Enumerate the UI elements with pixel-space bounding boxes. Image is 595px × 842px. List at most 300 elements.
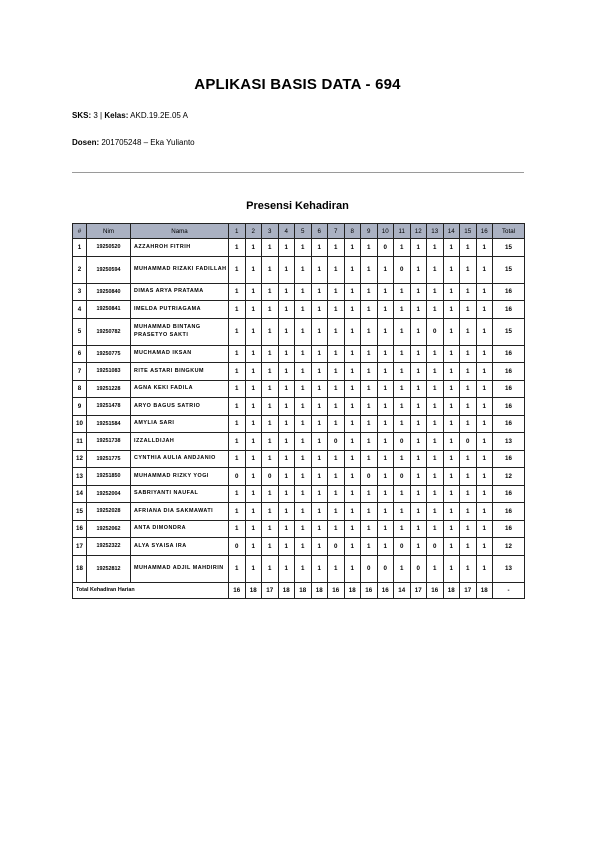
attendance-cell: 1 [410,345,427,363]
attendance-cell: 1 [361,450,378,468]
table-row [73,398,525,416]
attendance-cell: 1 [262,415,279,433]
attendance-cell: 1 [311,520,328,538]
meta-separator: | [100,111,103,120]
column-header: 13 [427,224,444,239]
student-name: IZZALLDIJAH [131,433,229,451]
daily-total-cell: 16 [328,582,345,598]
attendance-cell: 1 [377,538,394,556]
column-header: 1 [229,224,246,239]
attendance-cell: 1 [361,345,378,363]
attendance-cell: 1 [245,415,262,433]
attendance-cell: 1 [443,538,460,556]
attendance-cell: 1 [361,239,378,257]
attendance-cell: 1 [344,283,361,301]
attendance-cell: 1 [328,256,345,283]
attendance-cell: 1 [262,485,279,503]
row-total: 16 [493,363,525,381]
student-name: AGNA KEKI FADILA [131,380,229,398]
attendance-cell: 1 [229,415,246,433]
attendance-cell: 1 [427,555,444,582]
attendance-cell: 1 [328,318,345,345]
daily-total-cell: 16 [377,582,394,598]
attendance-cell: 0 [377,555,394,582]
row-number: 17 [73,538,87,556]
attendance-cell: 1 [410,256,427,283]
attendance-cell: 1 [278,415,295,433]
row-total: 16 [493,485,525,503]
table-row [73,555,525,582]
attendance-cell: 1 [377,363,394,381]
attendance-cell: 1 [278,520,295,538]
attendance-cell: 1 [229,363,246,381]
attendance-cell: 1 [394,555,411,582]
attendance-cell: 1 [410,380,427,398]
attendance-cell: 1 [476,450,493,468]
attendance-cell: 1 [443,283,460,301]
row-number: 14 [73,485,87,503]
attendance-cell: 0 [410,555,427,582]
attendance-cell: 1 [410,450,427,468]
table-row [73,363,525,381]
attendance-cell: 1 [443,503,460,521]
attendance-cell: 1 [262,318,279,345]
attendance-cell: 1 [245,345,262,363]
attendance-cell: 1 [245,301,262,319]
attendance-cell: 1 [460,283,477,301]
attendance-cell: 1 [443,415,460,433]
attendance-cell: 0 [394,468,411,486]
attendance-cell: 0 [229,468,246,486]
attendance-cell: 1 [344,468,361,486]
student-name: IMELDA PUTRIAGAMA [131,301,229,319]
table-row [73,256,525,283]
table-row [73,380,525,398]
attendance-table [72,223,525,599]
attendance-cell: 1 [427,345,444,363]
attendance-cell: 1 [229,485,246,503]
student-nim: 19251738 [87,433,131,451]
attendance-cell: 1 [344,380,361,398]
attendance-cell: 1 [311,283,328,301]
attendance-cell: 1 [295,239,312,257]
attendance-cell: 1 [262,380,279,398]
attendance-cell: 1 [295,398,312,416]
kelas-label: Kelas: [104,111,129,120]
student-nim: 19251584 [87,415,131,433]
attendance-cell: 1 [229,433,246,451]
attendance-cell: 1 [245,450,262,468]
table-row [73,520,525,538]
attendance-cell: 1 [476,239,493,257]
attendance-cell: 1 [427,450,444,468]
attendance-cell: 1 [262,283,279,301]
student-name: AZZAHROH FITRIH [131,239,229,257]
attendance-cell: 1 [476,256,493,283]
student-name: SABRIYANTI NAUFAL [131,485,229,503]
attendance-cell: 1 [328,363,345,381]
student-name: CYNTHIA AULIA ANDJANIO [131,450,229,468]
student-name: ARYO BAGUS SATRIO [131,398,229,416]
attendance-cell: 1 [460,520,477,538]
divider [72,172,524,173]
attendance-cell: 0 [460,433,477,451]
student-nim: 19252812 [87,555,131,582]
attendance-cell: 1 [377,468,394,486]
student-nim: 19251850 [87,468,131,486]
attendance-cell: 1 [427,283,444,301]
attendance-cell: 1 [476,345,493,363]
table-row [73,345,525,363]
attendance-cell: 1 [427,468,444,486]
attendance-cell: 1 [311,485,328,503]
attendance-cell: 1 [394,318,411,345]
attendance-cell: 1 [328,301,345,319]
attendance-cell: 1 [443,485,460,503]
page-title: APLIKASI BASIS DATA - 694 [194,76,401,93]
attendance-cell: 1 [460,450,477,468]
student-nim: 19250782 [87,318,131,345]
attendance-cell: 1 [410,398,427,416]
attendance-cell: 1 [344,520,361,538]
attendance-cell: 1 [344,538,361,556]
student-nim: 19250520 [87,239,131,257]
attendance-cell: 1 [278,538,295,556]
student-name: MUCHAMAD IKSAN [131,345,229,363]
student-name: MUHAMMAD ADJIL MAHDIRIN [131,555,229,582]
table-header-row [73,224,525,239]
student-nim: 19250840 [87,283,131,301]
row-number: 4 [73,301,87,319]
attendance-cell: 1 [262,520,279,538]
attendance-cell: 1 [443,398,460,416]
attendance-cell: 1 [476,318,493,345]
attendance-cell: 1 [460,468,477,486]
row-number: 8 [73,380,87,398]
attendance-cell: 1 [295,520,312,538]
row-total: 16 [493,503,525,521]
table-row [73,239,525,257]
column-header: 15 [460,224,477,239]
attendance-cell: 1 [476,555,493,582]
attendance-cell: 1 [311,503,328,521]
row-number: 1 [73,239,87,257]
attendance-cell: 1 [344,450,361,468]
daily-total-label: Total Kehadiran Harian [73,582,229,598]
attendance-cell: 1 [394,380,411,398]
attendance-cell: 1 [245,283,262,301]
attendance-cell: 1 [460,538,477,556]
attendance-cell: 1 [328,450,345,468]
attendance-cell: 1 [328,468,345,486]
column-header: 8 [344,224,361,239]
attendance-cell: 0 [427,538,444,556]
attendance-cell: 1 [278,256,295,283]
attendance-cell: 1 [443,363,460,381]
student-name: DIMAS ARYA PRATAMA [131,283,229,301]
daily-total-cell: 18 [344,582,361,598]
attendance-cell: 1 [278,485,295,503]
attendance-cell: 1 [295,363,312,381]
attendance-cell: 1 [229,318,246,345]
column-header: # [73,224,87,239]
attendance-cell: 1 [295,380,312,398]
row-total: 16 [493,398,525,416]
attendance-cell: 1 [377,380,394,398]
row-number: 7 [73,363,87,381]
attendance-cell: 1 [278,433,295,451]
column-header: 9 [361,224,378,239]
row-total: 15 [493,256,525,283]
attendance-cell: 1 [361,380,378,398]
attendance-cell: 1 [361,433,378,451]
attendance-cell: 1 [377,450,394,468]
attendance-cell: 1 [460,345,477,363]
student-name: ANTA DIMONDRA [131,520,229,538]
student-name: RITE ASTARI BINGKUM [131,363,229,381]
attendance-cell: 1 [361,301,378,319]
attendance-cell: 1 [311,345,328,363]
attendance-cell: 1 [311,433,328,451]
attendance-cell: 1 [476,503,493,521]
column-header: 12 [410,224,427,239]
attendance-cell: 1 [245,503,262,521]
attendance-cell: 1 [443,239,460,257]
row-number: 6 [73,345,87,363]
attendance-cell: 1 [262,450,279,468]
attendance-cell: 1 [410,520,427,538]
attendance-cell: 1 [460,503,477,521]
attendance-cell: 1 [427,503,444,521]
attendance-cell: 1 [476,520,493,538]
student-nim: 19252322 [87,538,131,556]
column-header: Nim [87,224,131,239]
attendance-cell: 1 [262,239,279,257]
attendance-cell: 1 [295,450,312,468]
student-nim: 19251478 [87,398,131,416]
column-header: 2 [245,224,262,239]
attendance-cell: 1 [394,520,411,538]
row-total: 15 [493,318,525,345]
attendance-cell: 1 [344,503,361,521]
student-nim: 19252028 [87,503,131,521]
attendance-cell: 1 [245,468,262,486]
table-row [73,433,525,451]
column-header: 14 [443,224,460,239]
attendance-cell: 1 [229,555,246,582]
column-header: 11 [394,224,411,239]
attendance-cell: 1 [427,433,444,451]
attendance-cell: 1 [410,415,427,433]
attendance-cell: 1 [344,301,361,319]
attendance-cell: 1 [229,380,246,398]
attendance-cell: 1 [245,363,262,381]
attendance-cell: 1 [278,239,295,257]
attendance-cell: 0 [262,468,279,486]
section-title: Presensi Kehadiran [246,200,349,212]
column-header: Nama [131,224,229,239]
attendance-cell: 1 [229,345,246,363]
attendance-cell: 1 [361,318,378,345]
attendance-cell: 1 [278,380,295,398]
attendance-cell: 1 [229,450,246,468]
attendance-cell: 0 [394,538,411,556]
attendance-cell: 1 [377,485,394,503]
row-number: 3 [73,283,87,301]
attendance-cell: 1 [476,415,493,433]
attendance-cell: 1 [460,363,477,381]
attendance-cell: 1 [245,433,262,451]
daily-total-cell: 16 [361,582,378,598]
attendance-cell: 1 [427,415,444,433]
attendance-cell: 1 [295,485,312,503]
student-nim: 19250841 [87,301,131,319]
attendance-cell: 1 [278,450,295,468]
attendance-cell: 1 [476,380,493,398]
attendance-cell: 1 [311,538,328,556]
attendance-cell: 1 [427,485,444,503]
attendance-cell: 1 [245,485,262,503]
row-total: 16 [493,283,525,301]
row-total: 12 [493,538,525,556]
attendance-cell: 1 [476,485,493,503]
attendance-cell: 1 [311,450,328,468]
attendance-cell: 1 [328,485,345,503]
attendance-cell: 1 [295,283,312,301]
attendance-cell: 1 [427,520,444,538]
attendance-cell: 1 [245,520,262,538]
attendance-cell: 1 [344,345,361,363]
attendance-cell: 1 [262,503,279,521]
attendance-cell: 1 [295,301,312,319]
attendance-cell: 1 [460,485,477,503]
sks-label: SKS: [72,111,92,120]
attendance-cell: 1 [361,485,378,503]
row-total: 16 [493,450,525,468]
attendance-cell: 1 [311,380,328,398]
row-number: 9 [73,398,87,416]
attendance-cell: 1 [410,433,427,451]
attendance-cell: 1 [427,398,444,416]
attendance-cell: 1 [377,345,394,363]
attendance-cell: 1 [344,256,361,283]
attendance-cell: 1 [311,555,328,582]
attendance-cell: 1 [394,485,411,503]
attendance-cell: 1 [460,555,477,582]
attendance-cell: 1 [295,345,312,363]
attendance-cell: 1 [311,363,328,381]
attendance-cell: 1 [394,301,411,319]
attendance-cell: 1 [311,301,328,319]
daily-total-cell: 18 [295,582,312,598]
table-body [73,239,525,583]
sks-value: 3 [93,111,98,120]
row-number: 13 [73,468,87,486]
table-row [73,485,525,503]
attendance-cell: 1 [278,345,295,363]
daily-total-cell: 18 [443,582,460,598]
attendance-cell: 1 [361,415,378,433]
attendance-cell: 1 [245,538,262,556]
attendance-cell: 1 [394,398,411,416]
attendance-cell: 1 [328,503,345,521]
attendance-cell: 1 [311,468,328,486]
daily-total-row [73,582,525,598]
attendance-cell: 1 [410,318,427,345]
attendance-cell: 1 [229,283,246,301]
row-total: 16 [493,415,525,433]
attendance-cell: 1 [427,301,444,319]
attendance-cell: 1 [295,433,312,451]
attendance-cell: 1 [410,301,427,319]
row-total: 15 [493,239,525,257]
attendance-cell: 1 [476,301,493,319]
attendance-cell: 1 [377,503,394,521]
attendance-cell: 1 [245,256,262,283]
student-nim: 19252004 [87,485,131,503]
student-name: MUHAMMAD RIZAKI FADILLAH [131,256,229,283]
attendance-cell: 0 [361,555,378,582]
row-number: 15 [73,503,87,521]
attendance-cell: 1 [460,318,477,345]
table-row [73,503,525,521]
attendance-cell: 1 [295,415,312,433]
attendance-cell: 1 [245,239,262,257]
daily-total-cell: 17 [410,582,427,598]
row-total: 13 [493,555,525,582]
daily-total-cell: 18 [311,582,328,598]
row-total: 16 [493,301,525,319]
dosen-value: 201705248 – Eka Yulianto [101,138,195,147]
attendance-cell: 1 [460,239,477,257]
student-nim: 19250594 [87,256,131,283]
attendance-cell: 1 [328,380,345,398]
attendance-cell: 1 [295,503,312,521]
row-number: 11 [73,433,87,451]
attendance-cell: 1 [278,555,295,582]
attendance-cell: 1 [460,398,477,416]
attendance-cell: 1 [278,301,295,319]
attendance-cell: 1 [328,415,345,433]
student-nim: 19252062 [87,520,131,538]
attendance-cell: 1 [328,398,345,416]
attendance-cell: 1 [443,433,460,451]
attendance-cell: 1 [344,485,361,503]
attendance-cell: 0 [394,433,411,451]
student-nim: 19251083 [87,363,131,381]
attendance-cell: 1 [476,398,493,416]
attendance-cell: 1 [377,283,394,301]
table-row [73,283,525,301]
attendance-cell: 1 [328,555,345,582]
attendance-cell: 1 [377,415,394,433]
attendance-cell: 0 [328,433,345,451]
attendance-cell: 1 [476,468,493,486]
attendance-cell: 1 [278,468,295,486]
attendance-cell: 1 [476,433,493,451]
grand-total-cell: - [493,582,525,598]
column-header: 6 [311,224,328,239]
attendance-cell: 1 [262,301,279,319]
row-total: 13 [493,433,525,451]
attendance-cell: 1 [311,415,328,433]
attendance-cell: 1 [278,398,295,416]
attendance-cell: 1 [476,283,493,301]
attendance-cell: 1 [295,538,312,556]
table-row [73,318,525,345]
attendance-cell: 1 [410,283,427,301]
attendance-cell: 1 [328,239,345,257]
